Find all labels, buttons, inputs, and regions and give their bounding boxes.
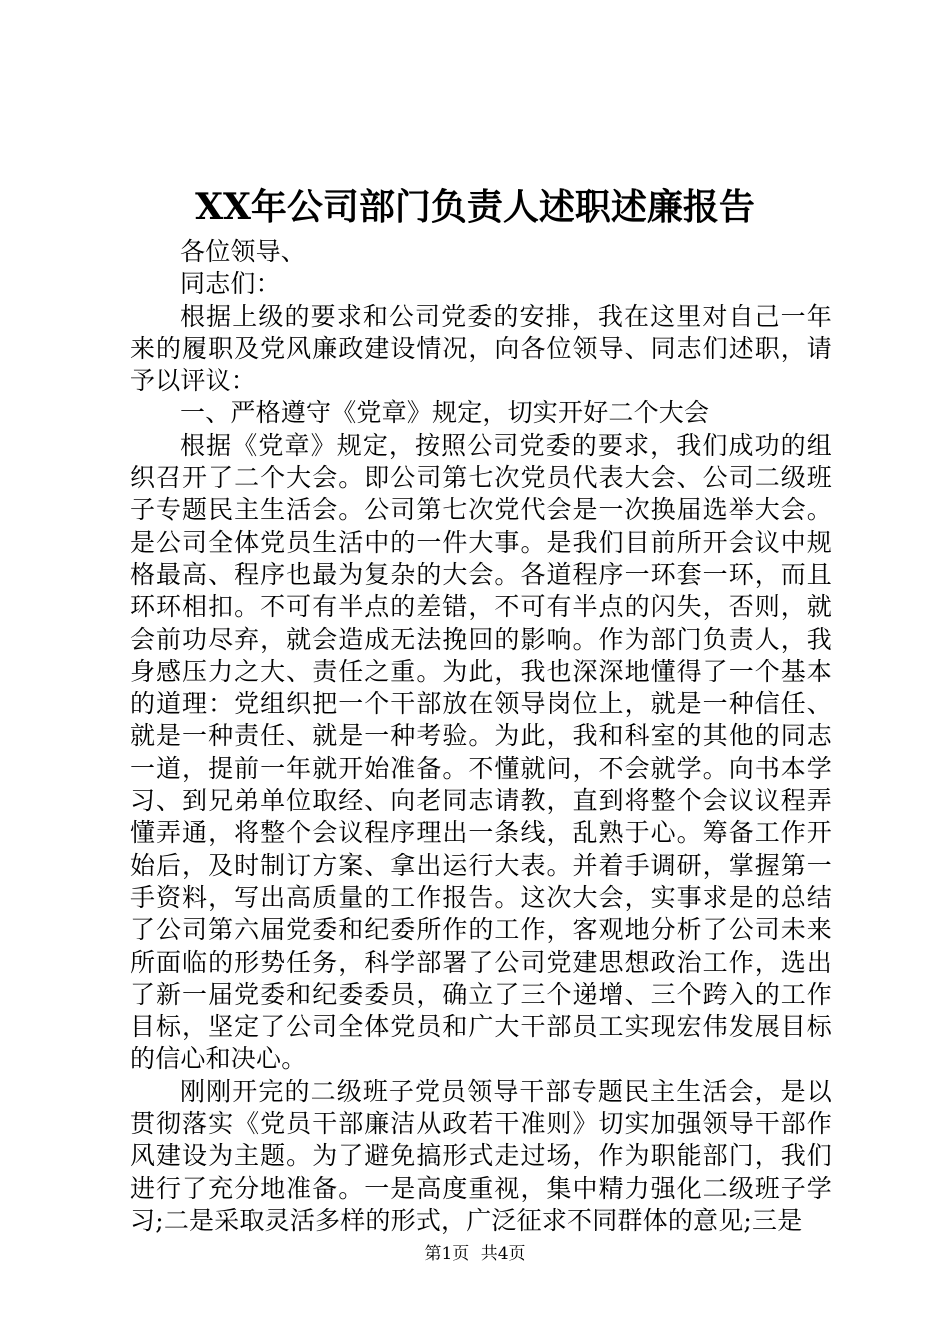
document-body <box>130 236 832 1237</box>
page-number: 第1页 <box>424 1244 470 1264</box>
document-title: XX年公司部门负责人述职述廉报告 <box>195 186 755 228</box>
page-footer <box>0 1242 950 1266</box>
section-heading: 一、严格遵守《党章》规定，切实开好二个大会 <box>180 398 710 428</box>
salutation-line-2: 同志们： <box>180 269 281 299</box>
intro-paragraph: 根据上级的要求和公司党委的安排，我在这里对自己一年来的履职及党风廉政建设情况，向各位领导、同志们述职，请予以评议： <box>130 301 832 396</box>
page-total: 共4页 <box>480 1244 526 1264</box>
salutation-line-1: 各位领导、 <box>180 237 307 266</box>
body-paragraph: 根据《党章》规定，按照公司党委的要求，我们成功的组织召开了二个大会。即公司第七次党员代表大会、公司二级班子专题民主生活会。公司第七次党代会是一次换届选举大会。是公司全体党员生活中的一件大事。是我们目前所开会议中规格最高、程序也最为复杂的大会。各道程序一环套一环，而且环环相扣。不可有半点的差错，不可有半点的闪失，否则，就会前功尽弃，就会造成无法挽回的影响。作为部门负责人，我身感压力之大、责任之重。为此，我也深深地懂得了一个基本的道理：党组织把一个干部放在领导岗位上，就是一种信任、就是一种责任、就是一种考验。为此，我和科室的其他的同志一道，提前一年就开始准备。不懂就问，不会就学。向书本学习、到兄弟单位取经、向老同志请教，直到将整个会议议程弄懂弄通，将整个会议程序理出一条线，乱熟于心。筹备工作开始后，及时制订方案、拿出运行大表。并着手调研，掌握第一手资料，写出高质量的工作报告。这次大会，实事求是的总结了公司第六届党委和纪委所作的工作，客观地分析了公司未来所面临的形势任务，科学部署了公司党建思想政治工作，选出了新一届党委和纪委委员，确立了三个递增、三个跨入的工作目标，坚定了公司全体党员和广大干部员工实现宏伟发展目标的信心和决心。 <box>130 430 832 1074</box>
body-paragraph: 刚刚开完的二级班子党员领导干部专题民主生活会，是以贯彻落实《党员干部廉洁从政若干准则》切实加强领导干部作风建设为主题。为了避免搞形式走过场，作为职能部门，我们进行了充分地准备。一是高度重视，集中精力强化二级班子学习;二是采取灵活多样的形式，广泛征求不同群体的意见;三是 <box>130 1076 832 1235</box>
